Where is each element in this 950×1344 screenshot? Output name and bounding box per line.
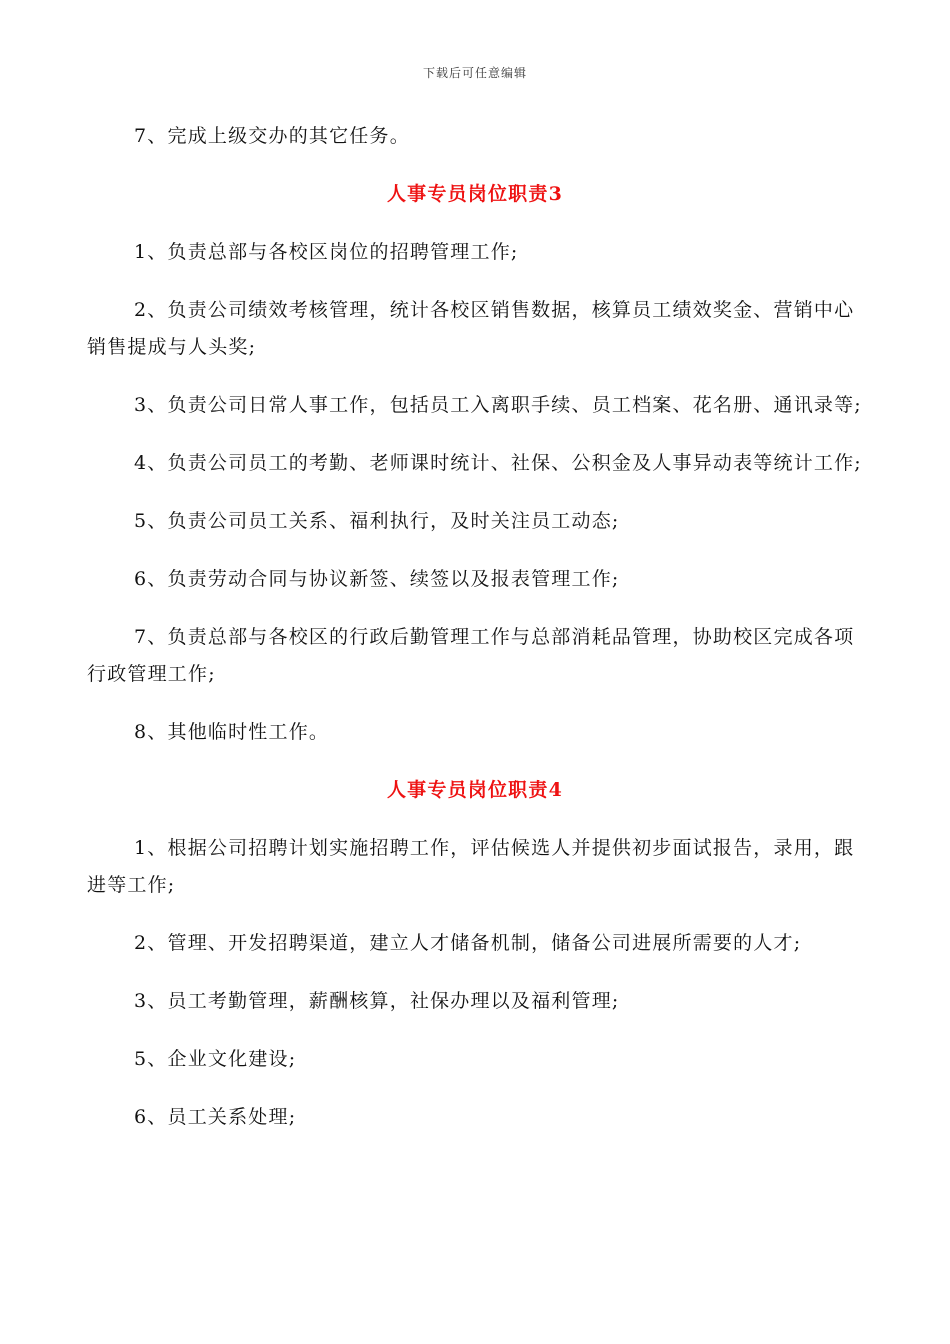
section-4-item-5: 5、企业文化建设; bbox=[134, 1048, 297, 1070]
section-4-item-3: 3、员工考勤管理，薪酬核算，社保办理以及福利管理; bbox=[134, 990, 620, 1012]
section-3-item-5: 5、负责公司员工关系、福利执行，及时关注员工动态; bbox=[134, 510, 620, 532]
section-4-item-6: 6、员工关系处理; bbox=[134, 1106, 297, 1128]
section-4-item-1: 1、根据公司招聘计划实施招聘工作，评估候选人并提供初步面试报告，录用，跟进等工作; bbox=[87, 837, 855, 896]
paragraph-intro-item-7: 7、完成上级交办的其它任务。 bbox=[134, 125, 410, 147]
section-3-heading: 人事专员岗位职责3 bbox=[386, 183, 564, 205]
section-3-item-7: 7、负责总部与各校区的行政后勤管理工作与总部消耗品管理，协助校区完成各项行政管理工作; bbox=[87, 626, 855, 685]
section-3-item-3: 3、负责公司日常人事工作，包括员工入离职手续、员工档案、花名册、通讯录等; bbox=[134, 394, 862, 416]
section-3-item-1: 1、负责总部与各校区岗位的招聘管理工作; bbox=[134, 241, 519, 263]
section-4-item-2: 2、管理、开发招聘渠道，建立人才储备机制，储备公司进展所需要的人才; bbox=[134, 932, 802, 954]
section-3-item-4: 4、负责公司员工的考勤、老师课时统计、社保、公积金及人事异动表等统计工作; bbox=[134, 452, 862, 474]
section-4-heading: 人事专员岗位职责4 bbox=[386, 779, 564, 801]
document-body bbox=[87, 118, 863, 1157]
page-header-note: 下载后可任意编辑 bbox=[422, 66, 527, 80]
section-3-item-6: 6、负责劳动合同与协议新签、续签以及报表管理工作; bbox=[134, 568, 620, 590]
section-3-item-8: 8、其他临时性工作。 bbox=[134, 721, 330, 743]
section-3-item-2: 2、负责公司绩效考核管理，统计各校区销售数据，核算员工绩效奖金、营销中心销售提成与人头奖; bbox=[87, 299, 855, 358]
